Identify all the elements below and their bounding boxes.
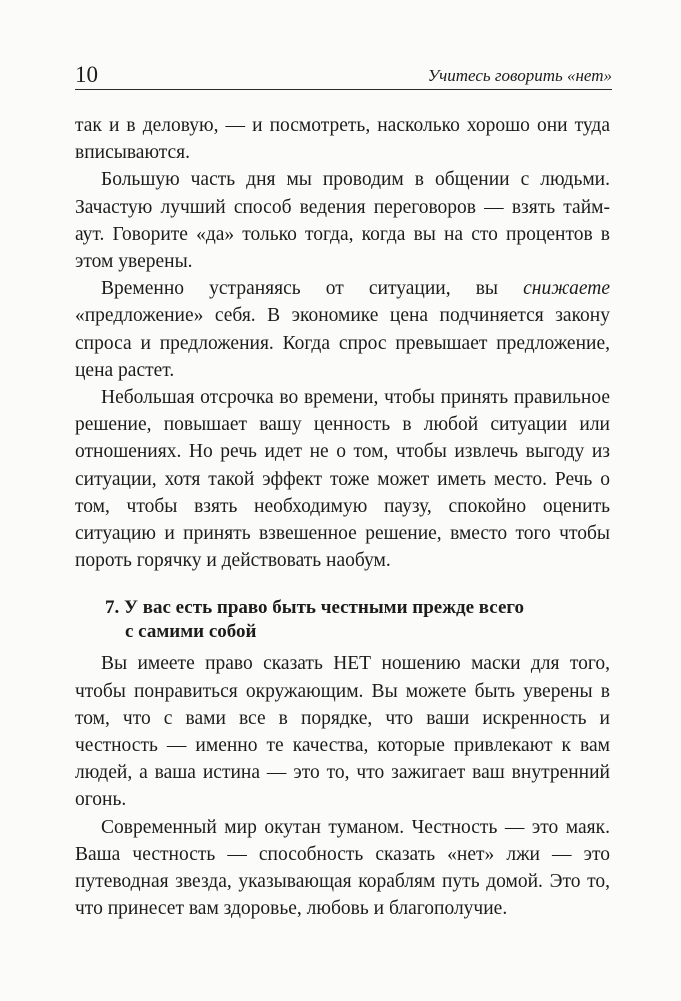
section-heading	[75, 596, 610, 644]
page-body	[75, 112, 610, 922]
paragraph-text: Временно устраняясь от ситуации, вы	[101, 278, 524, 300]
paragraph-with-emphasis	[75, 275, 610, 384]
running-title: Учитесь говорить «нет»	[427, 66, 612, 85]
paragraph: Вы имеете право сказать НЕТ ношению маски для того, чтобы понравиться окружающим. Вы можете быть уверены в том, что с вами все в порядке, что ваши искренность и честность — именно те качества, которые привлекают к вам людей, а ваша истина — это то, что зажигает ваш внутренний огонь.	[75, 653, 610, 811]
section-heading-line: 7. У вас есть право быть честными прежде всего	[105, 597, 525, 619]
page-number: 10	[75, 62, 98, 87]
paragraph: Большую часть дня мы проводим в общении с людьми. Зачастую лучший способ ведения переговоров — взять тайм-аут. Говорите «да» только тогда, когда вы на сто процентов в этом уверены.	[75, 169, 610, 273]
section-heading-line: с самими собой	[125, 621, 257, 643]
paragraph-continued: так и в деловую, — и посмотреть, насколько хорошо они туда вписываются.	[75, 115, 610, 164]
emphasized-word: снижаете	[523, 278, 610, 300]
paragraph: Небольшая отсрочка во времени, чтобы принять правильное решение, повышает вашу ценность в любой ситуации или отношениях. Но речь идет не о том, чтобы извлечь выгоду из ситуации, хотя такой эффект тоже может иметь место. Речь о том, чтобы взять необходимую паузу, спокойно оценить ситуацию и принять взвешенное решение, вместо того чтобы пороть горячку и действовать наобум.	[75, 387, 610, 572]
paragraph: Современный мир окутан туманом. Честность — это маяк. Ваша честность — способность сказать «нет» лжи — это путеводная звезда, указывающая кораблям путь домой. Это то, что принесет вам здоровье, любовь и благополучие.	[75, 816, 610, 920]
page-header	[75, 60, 612, 90]
header-rule	[75, 89, 612, 90]
paragraph-text: «предложение» себя. В экономике цена подчиняется закону спроса и предложения. Когда спрос превышает предложение, цена растет.	[75, 305, 610, 381]
